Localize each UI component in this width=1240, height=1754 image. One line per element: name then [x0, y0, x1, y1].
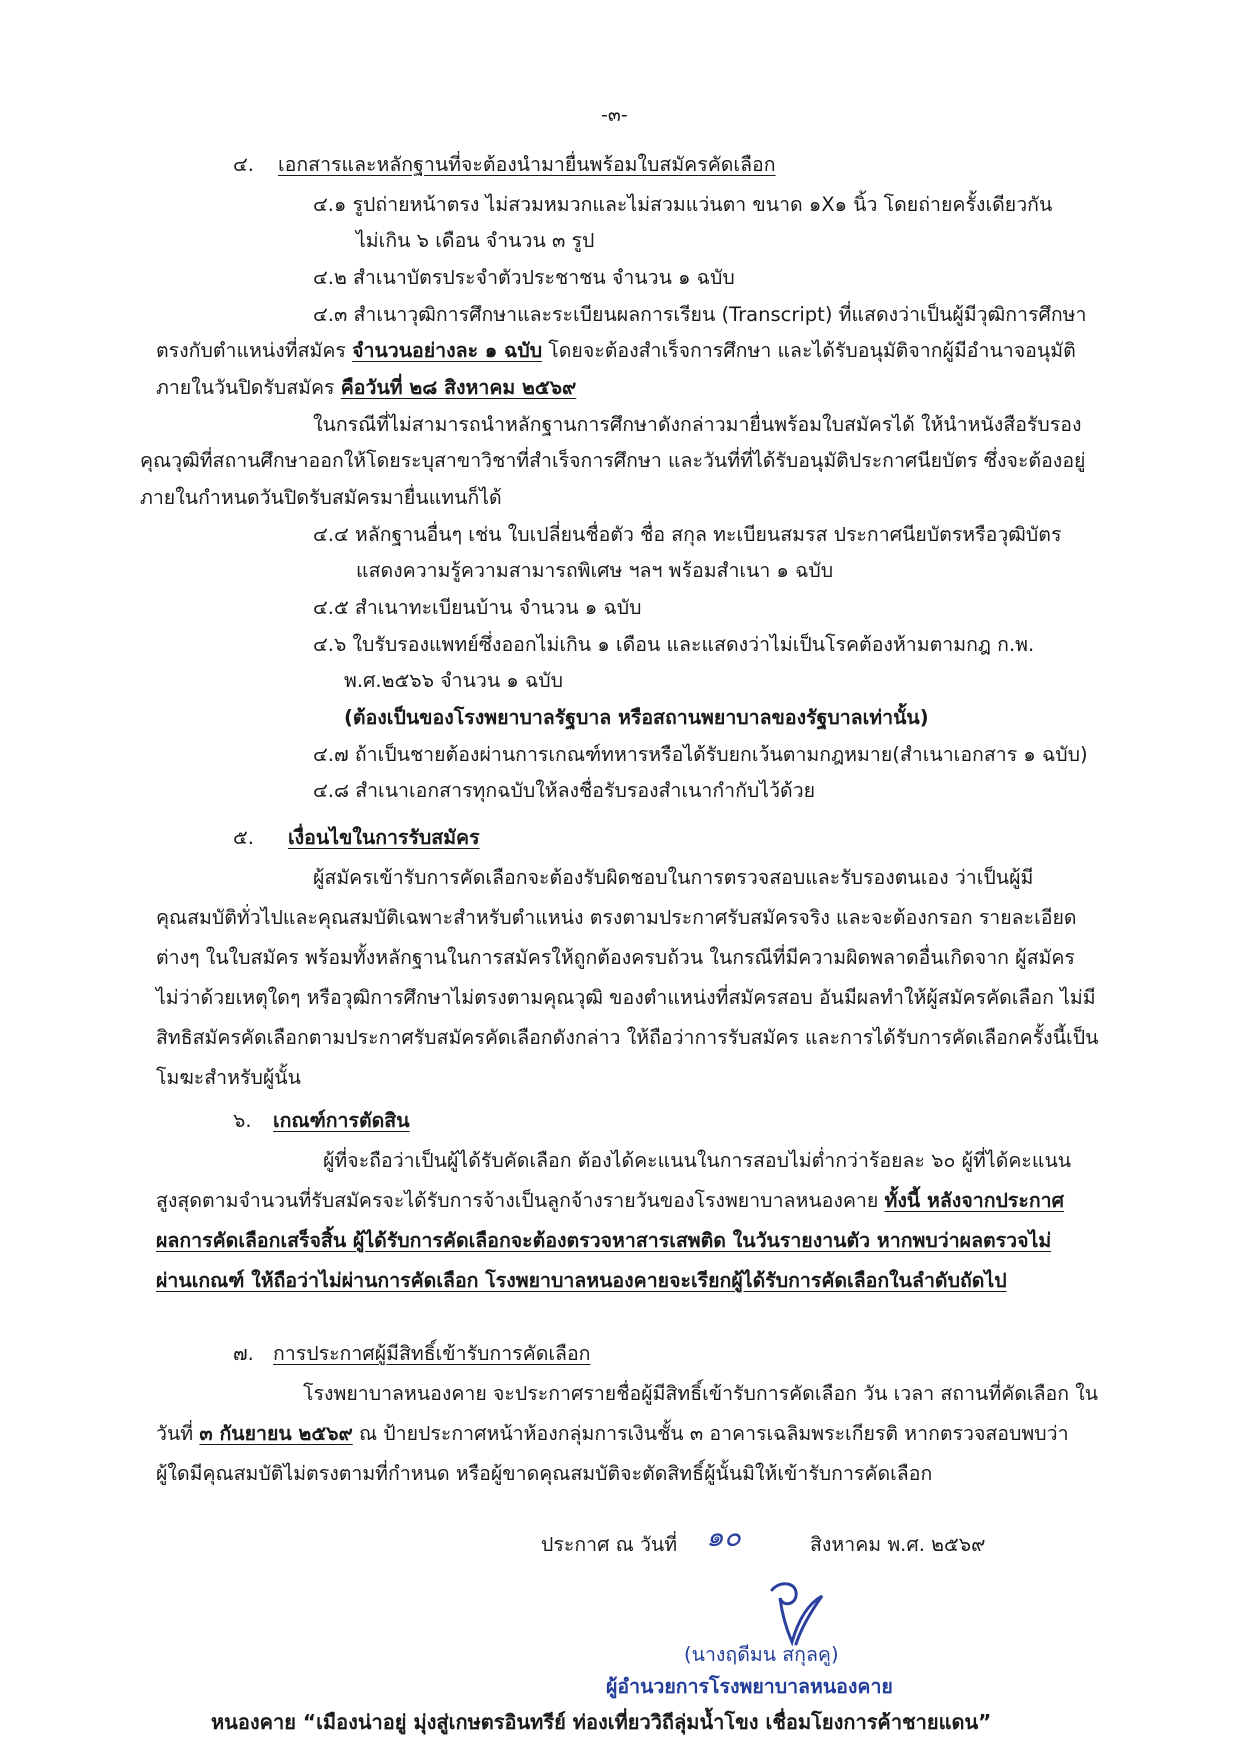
- section-6-line2: [156, 1186, 1064, 1216]
- section-7-line1: โรงพยาบาลหนองคาย จะประกาศรายชื่อผู้มีสิทธิ์เข้ารับการคัดเลือก วัน เวลา สถานที่คัดเลือก ใน: [303, 1382, 1099, 1405]
- item-4-6-line1: ๔.๖ ใบรับรองแพทย์ซึ่งออกไม่เกิน ๑ เดือน และแสดงว่าไม่เป็นโรคต้องห้ามตามกฎ ก.พ.: [313, 633, 1035, 656]
- section-6-line2-a: สูงสุดตามจำนวนที่รับสมัครจะได้รับการจ้างเป็นลูกจ้างรายวันของโรงพยาบาลหนองคาย: [156, 1189, 885, 1212]
- signer-name: (นางฤดีมน สกุลคู): [684, 1643, 839, 1666]
- section-5-line2: คุณสมบัติทั่วไปและคุณสมบัติเฉพาะสำหรับตำแหน่ง ตรงตามประกาศรับสมัครจริง และจะต้องกรอก รายละเอียด: [156, 906, 1077, 929]
- section-6-line4: ผ่านเกณฑ์ ให้ถือว่าไม่ผ่านการคัดเลือก โรงพยาบาลหนองคายจะเรียกผู้ได้รับการคัดเลือกในลำดับถัดไป: [156, 1269, 1007, 1292]
- section-5-number: ๕.: [233, 826, 254, 849]
- section-7-heading: การประกาศผู้มีสิทธิ์เข้ารับการคัดเลือก: [273, 1342, 591, 1365]
- section-6-line2-b: ทั้งนี้ หลังจากประกาศ: [884, 1189, 1064, 1212]
- item-4-4-line1: ๔.๔ หลักฐานอื่นๆ เช่น ใบเปลี่ยนชื่อตัว ชื่อ สกุล ทะเบียนสมรส ประกาศนียบัตรหรือวุฒิบัตร: [313, 523, 1062, 546]
- item-4-1-line2: ไม่เกิน ๖ เดือน จำนวน ๓ รูป: [356, 229, 595, 252]
- item-4-3-line2: [156, 336, 1076, 366]
- section-6-line3: ผลการคัดเลือกเสร็จสิ้น ผู้ได้รับการคัดเลือกจะต้องตรวจหาสารเสพติด ในวันรายงานตัว หากพบว่าผลตรวจไม่: [156, 1229, 1052, 1252]
- note-line3: ภายในกำหนดวันปิดรับสมัครมายื่นแทนก็ได้: [140, 486, 502, 509]
- announce-prefix: ประกาศ ณ วันที่: [541, 1533, 678, 1556]
- note-line1: ในกรณีที่ไม่สามารถนำหลักฐานการศึกษาดังกล่าวมายื่นพร้อมใบสมัครได้ ให้นำหนังสือรับรอง: [313, 413, 1082, 436]
- section-7-line2: [156, 1419, 1069, 1449]
- item-4-3-line3: [156, 373, 576, 403]
- section-5-line5: สิทธิสมัครคัดเลือกตามประกาศรับสมัครคัดเลือกดังกล่าว ให้ถือว่าการรับสมัคร และการได้รับการคัดเลือกครั้งนี้เป็น: [156, 1026, 1099, 1049]
- section-5-line1: ผู้สมัครเข้ารับการคัดเลือกจะต้องรับผิดชอบในการตรวจสอบและรับรองตนเอง ว่าเป็นผู้มี: [313, 866, 1034, 889]
- section-4-heading: เอกสารและหลักฐานที่จะต้องนำมายื่นพร้อมใบสมัครคัดเลือก: [278, 153, 776, 176]
- section-4-number: ๔.: [233, 153, 254, 176]
- announce-day-handwritten: ๑๐: [706, 1520, 741, 1553]
- item-4-4-line2: แสดงความรู้ความสามารถพิเศษ ฯลฯ พร้อมสำเนา ๑ ฉบับ: [356, 559, 834, 582]
- item-4-3-deadline: คือวันที่ ๒๘ สิงหาคม ๒๕๖๙: [340, 376, 577, 399]
- item-4-1-line1: ๔.๑ รูปถ่ายหน้าตรง ไม่สวมหมวกและไม่สวมแว่นตา ขนาด ๑X๑ นิ้ว โดยถ่ายครั้งเดียวกัน: [313, 193, 1053, 216]
- signer-position: ผู้อำนวยการโรงพยาบาลหนองคาย: [606, 1675, 893, 1698]
- section-7-line2-c: ณ ป้ายประกาศหน้าห้องกลุ่มการเงินชั้น ๓ อาคารเฉลิมพระเกียรติ หากตรวจสอบพบว่า: [352, 1422, 1069, 1445]
- section-5-line3: ต่างๆ ในใบสมัคร พร้อมทั้งหลักฐานในการสมัครให้ถูกต้องครบถ้วน ในกรณีที่มีความผิดพลาดอื่นเกิดจาก ผู้สมัคร: [156, 946, 1075, 969]
- page-number: -๓-: [601, 104, 628, 126]
- item-4-5: ๔.๕ สำเนาทะเบียนบ้าน จำนวน ๑ ฉบับ: [313, 596, 642, 619]
- section-5-line4: ไม่ว่าด้วยเหตุใดๆ หรือวุฒิการศึกษาไม่ตรงตามคุณวุฒิ ของตำแหน่งที่สมัครสอบ อันมีผลทำให้ผู้สมัครคัดเลือก ไม่มี: [156, 986, 1096, 1009]
- item-4-3-copies: จำนวนอย่างละ ๑ ฉบับ: [352, 339, 543, 362]
- section-5-heading: เงื่อนไขในการรับสมัคร: [288, 826, 480, 849]
- section-5-line6: โมฆะสำหรับผู้นั้น: [156, 1066, 301, 1089]
- section-7-line2-a: วันที่: [156, 1422, 200, 1445]
- announce-suffix: สิงหาคม พ.ศ. ๒๕๖๙: [810, 1533, 986, 1556]
- item-4-3-line2-c: โดยจะต้องสำเร็จการศึกษา และได้รับอนุมัติจากผู้มีอำนาจอนุมัติ: [542, 339, 1076, 362]
- section-6-heading: เกณฑ์การตัดสิน: [273, 1109, 410, 1132]
- item-4-6-note: (ต้องเป็นของโรงพยาบาลรัฐบาล หรือสถานพยาบาลของรัฐบาลเท่านั้น): [344, 706, 929, 729]
- item-4-2: ๔.๒ สำเนาบัตรประจำตัวประชาชน จำนวน ๑ ฉบับ: [313, 266, 735, 289]
- item-4-6-line2: พ.ศ.๒๕๖๖ จำนวน ๑ ฉบับ: [344, 669, 563, 692]
- section-7-number: ๗.: [233, 1342, 254, 1365]
- item-4-7: ๔.๗ ถ้าเป็นชายต้องผ่านการเกณฑ์ทหารหรือได้รับยกเว้นตามกฎหมาย(สำเนาเอกสาร ๑ ฉบับ): [313, 743, 1088, 766]
- section-7-date: ๓ กันยายน ๒๕๖๙: [199, 1422, 353, 1445]
- item-4-3-line2-a: ตรงกับตำแหน่งที่สมัคร: [156, 339, 353, 362]
- item-4-3-line1: ๔.๓ สำเนาวุฒิการศึกษาและระเบียนผลการเรียน (Transcript) ที่แสดงว่าเป็นผู้มีวุฒิการศึกษา: [313, 303, 1087, 326]
- footer-slogan: หนองคาย “เมืองน่าอยู่ มุ่งสู่เกษตรอินทรีย์ ท่องเที่ยววิถีลุ่มน้ำโขง เชื่อมโยงการค้าชายแดน”: [211, 1710, 992, 1734]
- section-6-line1: ผู้ที่จะถือว่าเป็นผู้ได้รับคัดเลือก ต้องได้คะแนนในการสอบไม่ต่ำกว่าร้อยละ ๖๐ ผู้ที่ได้คะแนน: [323, 1149, 1072, 1172]
- section-7-line3: ผู้ใดมีคุณสมบัติไม่ตรงตามที่กำหนด หรือผู้ขาดคุณสมบัติจะตัดสิทธิ์ผู้นั้นมิให้เข้ารับการคัดเลือก: [156, 1462, 933, 1485]
- section-6-number: ๖.: [233, 1109, 252, 1132]
- note-line2: คุณวุฒิที่สถานศึกษาออกให้โดยระบุสาขาวิชาที่สำเร็จการศึกษา และวันที่ที่ได้รับอนุมัติประกาศนียบัตร ซึ่งจะต้องอยู่: [140, 449, 1086, 472]
- item-4-8: ๔.๘ สำเนาเอกสารทุกฉบับให้ลงชื่อรับรองสำเนากำกับไว้ด้วย: [313, 779, 816, 802]
- item-4-3-line3-a: ภายในวันปิดรับสมัคร: [156, 376, 341, 399]
